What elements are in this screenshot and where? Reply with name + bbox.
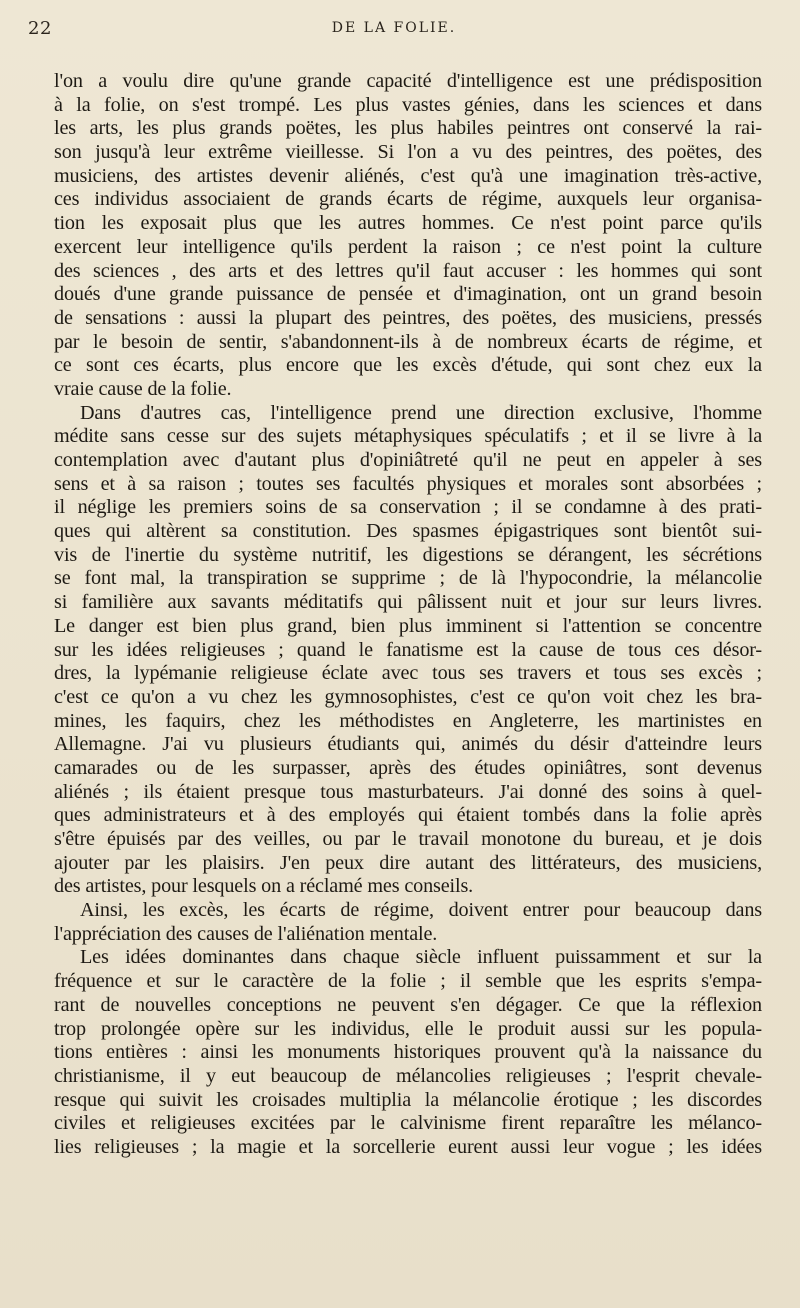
text-line: c'est ce qu'on a vu chez les gymnosophistes, c'est ce qu'on voit chez les bra- [54, 685, 762, 708]
text-line: tions entières : ainsi les monuments historiques prouvent qu'à la naissance du [54, 1041, 762, 1064]
text-line: il néglige les premiers soins de sa conservation ; il se condamne à des prati- [54, 496, 762, 519]
text-line: civiles et religieuses excitées par le calvinisme firent reparaître les mélanco- [54, 1112, 762, 1135]
text-line: dres, la lypémanie religieuse éclate avec tous ses travers et tous ses excès ; [54, 662, 762, 685]
text-line: sens et à sa raison ; toutes ses facultés physiques et morales sont absorbées ; [54, 472, 762, 495]
text-line: vraie cause de la folie. [54, 377, 232, 400]
text-line: tion les exposait plus que les autres hommes. Ce n'est point parce qu'ils [54, 212, 762, 235]
paragraph [54, 899, 762, 946]
text-line: musiciens, des artistes devenir aliénés, c'est qu'à une imagination très-active, [54, 164, 762, 187]
text-line: camarades ou de les surpasser, après des études opiniâtres, sont devenus [54, 756, 762, 779]
text-line: ques qui altèrent sa constitution. Des spasmes épigastriques sont bientôt sui- [54, 520, 762, 543]
paragraph [54, 402, 762, 899]
text-line: médite sans cesse sur des sujets métaphysiques spéculatifs ; et il se livre à la [54, 425, 762, 448]
text-line: fréquence et sur le caractère de la folie ; il semble que les esprits s'empa- [54, 970, 762, 993]
text-line: à la folie, on s'est trompé. Les plus vastes génies, dans les sciences et dans [54, 93, 762, 116]
text-line: aliénés ; ils étaient presque tous masturbateurs. J'ai donné des soins à quel- [54, 780, 762, 803]
text-line: son jusqu'à leur extrême vieillesse. Si l'on a vu des peintres, des poëtes, des [54, 141, 762, 164]
text-line: Le danger est bien plus grand, bien plus imminent si l'attention se concentre [54, 614, 762, 637]
text-line: doués d'une grande puissance de pensée et d'imagination, ont un grand besoin [54, 283, 762, 306]
text-line: Ainsi, les excès, les écarts de régime, doivent entrer pour beaucoup dans [80, 899, 762, 922]
text-line: des sciences , des arts et des lettres qu'il faut accuser : les hommes qui sont [54, 259, 762, 282]
text-line: ce sont ces écarts, plus encore que les excès d'étude, qui sont chez eux la [54, 354, 762, 377]
text-line: trop prolongée opère sur les individus, elle le produit aussi sur les popula- [54, 1017, 762, 1040]
text-line: l'appréciation des causes de l'aliénation mentale. [54, 922, 438, 945]
text-line: les arts, les plus grands poëtes, les plus habiles peintres ont conservé la rai- [54, 117, 762, 140]
running-head [28, 12, 760, 42]
text-line: Les idées dominantes dans chaque siècle influent puissamment et sur la [80, 946, 762, 969]
paragraph [54, 70, 762, 402]
text-line: vis de l'inertie du système nutritif, les digestions se dérangent, les sécrétions [54, 543, 762, 566]
text-line: par le besoin de sentir, s'abandonnent-ils à de nombreux écarts de régime, et [54, 330, 762, 353]
text-line: lies religieuses ; la magie et la sorcellerie eurent aussi leur vogue ; les idées [54, 1135, 762, 1158]
text-line: de sensations : aussi la plupart des peintres, des poëtes, des musiciens, pressés [54, 306, 762, 329]
text-line: sur les idées religieuses ; quand le fanatisme est la cause de tous ces désor- [54, 638, 762, 661]
text-line: Allemagne. J'ai vu plusieurs étudiants qui, animés du désir d'atteindre leurs [54, 733, 762, 756]
body-text [54, 70, 762, 1160]
text-line: s'être épuisés par des veilles, ou par le travail monotone du bureau, et je dois [54, 828, 762, 850]
text-line: mines, les faquirs, chez les méthodistes en Angleterre, les martinistes en [54, 709, 762, 732]
text-line: Dans d'autres cas, l'intelligence prend une direction exclusive, l'homme [80, 401, 762, 424]
paragraph [54, 946, 762, 1159]
text-line: ques administrateurs et à des employés qui étaient tombés dans la folie après [54, 804, 762, 827]
text-line: exercent leur intelligence qu'ils perdent la raison ; ce n'est point la culture [54, 235, 762, 258]
page-number: 22 [28, 18, 52, 39]
text-line: ajouter par les plaisirs. J'en peux dire autant des littérateurs, des musiciens, [54, 851, 762, 874]
text-line: rant de nouvelles conceptions ne peuvent s'en dégager. Ce que la réflexion [54, 993, 762, 1016]
text-line: contemplation avec d'autant plus d'opiniâtreté qu'il ne peut en appeler à ses [54, 449, 762, 471]
text-line: christianisme, il y eut beaucoup de mélancolies religieuses ; l'esprit chevale- [54, 1064, 762, 1087]
text-line: si familière aux savants méditatifs qui pâlissent nuit et jour sur leurs livres. [54, 591, 762, 614]
text-line: ces individus associaient de grands écarts de régime, auxquels leur organisa- [54, 188, 762, 211]
text-line: resque qui suivit les croisades multiplia la mélancolie érotique ; les discordes [54, 1088, 762, 1111]
text-line: des artistes, pour lesquels on a réclamé mes conseils. [54, 875, 474, 898]
text-line: se font mal, la transpiration se supprime ; de là l'hypocondrie, la mélancolie [54, 567, 762, 590]
running-title: DE LA FOLIE. [331, 20, 457, 36]
text-line: l'on a voulu dire qu'une grande capacité d'intelligence est une prédisposition [54, 70, 762, 92]
